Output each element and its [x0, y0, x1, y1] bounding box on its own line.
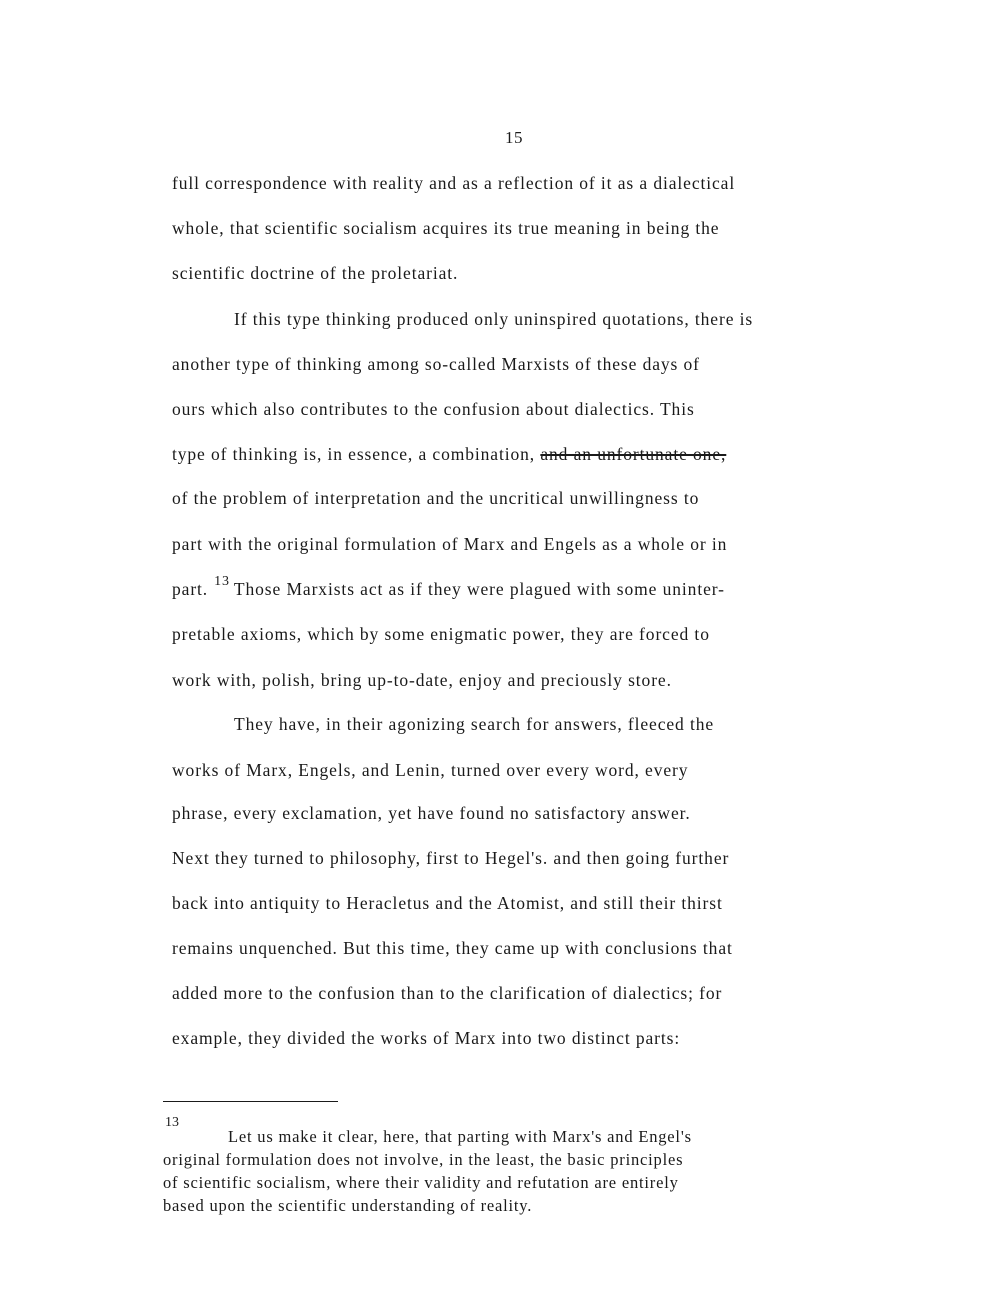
- body-text: part.: [172, 579, 209, 599]
- paragraph-start-line: If this type thinking produced only uninspired quotations, there is: [234, 309, 754, 329]
- page-number: 15: [505, 128, 523, 147]
- body-line: of the problem of interpretation and the uncritical unwillingness to: [172, 488, 700, 508]
- body-line: pretable axioms, which by some enigmatic power, they are forced to: [172, 624, 710, 644]
- body-line: scientific doctrine of the proletariat.: [172, 263, 459, 283]
- footnote-separator: [163, 1101, 338, 1102]
- body-line: work with, polish, bring up-to-date, enjoy and preciously store.: [172, 670, 672, 690]
- footnote-reference: 13: [214, 574, 230, 589]
- body-line: Next they turned to philosophy, first to Hegel's. and then going further: [172, 848, 730, 868]
- footnote-line: Let us make it clear, here, that parting with Marx's and Engel's: [228, 1127, 692, 1146]
- footnote-line: original formulation does not involve, in the least, the basic principles: [163, 1150, 684, 1169]
- body-line: added more to the confusion than to the clarification of dialectics; for: [172, 983, 723, 1003]
- body-line: works of Marx, Engels, and Lenin, turned over every word, every: [172, 760, 689, 780]
- body-line: [172, 444, 726, 464]
- body-line: whole, that scientific socialism acquires its true meaning in being the: [172, 218, 720, 238]
- paragraph-start-line: They have, in their agonizing search for answers, fleeced the: [234, 714, 715, 734]
- body-text: type of thinking is, in essence, a combination,: [172, 444, 536, 464]
- body-line: back into antiquity to Heracletus and the Atomist, and still their thirst: [172, 893, 723, 913]
- body-line: full correspondence with reality and as a reflection of it as a dialectical: [172, 173, 736, 193]
- body-line: remains unquenched. But this time, they came up with conclusions that: [172, 938, 733, 958]
- body-line: [172, 574, 725, 602]
- body-line: example, they divided the works of Marx into two distinct parts:: [172, 1028, 681, 1048]
- body-line: ours which also contributes to the confusion about dialectics. This: [172, 399, 695, 419]
- footnote-number: 13: [165, 1115, 179, 1130]
- struck-through-text: and an unfortunate one,: [540, 444, 727, 464]
- body-line: part with the original formulation of Marx and Engels as a whole or in: [172, 534, 728, 554]
- footnote-line: based upon the scientific understanding of reality.: [163, 1196, 533, 1215]
- body-text: Those Marxists act as if they were plagued with some uninter-: [233, 579, 725, 599]
- footnote-line: of scientific socialism, where their validity and refutation are entirely: [163, 1173, 679, 1192]
- body-line: another type of thinking among so-called Marxists of these days of: [172, 354, 700, 374]
- body-line: phrase, every exclamation, yet have found no satisfactory answer.: [172, 803, 691, 823]
